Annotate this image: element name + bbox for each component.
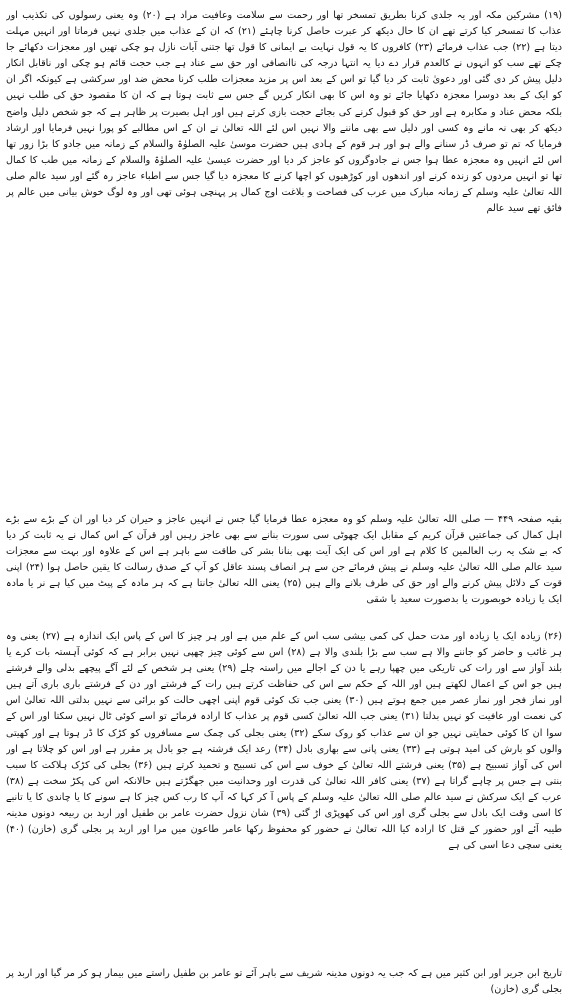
commentary-paragraph: بقیہ صفحہ ۴۴۹ — صلی اللہ تعالیٰ علیہ وسلم کو وہ معجزہ عطا فرمایا گیا جس نے انہیں عاجز و حیران کر دیا اور ان کے بڑے سے بڑے اہل کمال کی جماعتیں قرآن کریم کے مقابل ایک چھوٹی سی سورت بنانے سے بھی عاجز رہیں اور قرآن کے اس کمال نے یہ ثابت کر دیا کہ بے شک یہ رب العالمین کا کلام ہے اور اس کی ایک آیت بھی بنانا بشر کی طاقت سے باہر ہے اس کے علاوہ اور بہت سے معجزات سید عالم صلی اللہ تعالیٰ علیہ وسلم نے پیش فرمائے جن سے ہر انصاف پسند عاقل کو آپ کے صدق رسالت کا یقین حاصل ہوا (۲۴) اپنی قوت کے دلائل پیش کرنے والے اور حق کی طرف بلانے والے ہیں (۲۵) یعنی اللہ تعالیٰ جانتا ہے کہ ہر مادہ کے پیٹ میں کیا ہے نر یا مادہ ایک یا زیادہ خوبصورت یا بدصورت سعید یا شقی (6, 514, 562, 606)
commentary-page (6, 8, 562, 998)
page-footer-text: تاریخ ابن جریر اور ابن کثیر میں ہے کہ جب یہ دونوں مدینہ شریف سے باہر آئے تو عامر بن طفیل راستے میں بیمار ہو کر مر گیا اور اربد پر بجلی گری (خازن) (6, 968, 562, 995)
commentary-paragraph: (۱۹) مشرکین مکہ اور یہ جلدی کرنا بطریق تمسخر تھا اور رحمت سے سلامت وعافیت مراد ہے (۲۰) وہ یعنی رسولوں کی تکذیب اور عذاب کا تمسخر کیا کرتے تھے ان کا حال دیکھ کر عبرت حاصل کرنا چاہئے (۲۱) کہ ان کے عذاب میں جلدی نہیں فرماتا اور انہیں مہلت دیتا ہے (۲۲) جب عذاب فرمائے (۲۳) کافروں کا یہ قول نہایت بے ایمانی کا قول تھا جتنی آیات نازل ہو چکی تھیں اور معجزات دکھائے جا چکے تھے سب کو انہوں نے کالعدم قرار دے دیا یہ انتہا درجہ کی ناانصافی اور حق سے عناد ہے جب حجت قائم ہو چکی اور ناقابل انکار دلیل پیش کر دی گئی اور دعویٰ ثابت کر دیا گیا تو اس کے بعد اس پر مزید معجزات طلب کرنا محض ضد اور سرکشی ہے کیونکہ اگر ان کو ایک کے بعد دوسرا معجزہ دکھایا جائے تو وہ اس کا بھی انکار کریں گے جس سے ثابت ہوتا ہے کہ ان کا مقصود حق کی طلب نہیں بلکہ محض عناد و مکابرہ ہے اور حق کو قبول کرنے کی بجائے حجت بازی کرتے ہیں اور اہل بصیرت پر ظاہر ہے کہ جو شخص دلیل واضح دیکھ کر بھی نہ مانے وہ کسی اور دلیل سے بھی ماننے والا نہیں اس لئے اللہ تعالیٰ نے ان کے اس مطالبے کو پورا نہیں فرمایا اور ارشاد فرمایا کہ تم تو صرف ڈر سنانے والے ہو اور ہر قوم کے ہادی ہیں حضرت موسیٰ علیہ الصلوٰۃ والسلام کے زمانہ میں جادو کا بڑا زور تھا اس لئے انہیں وہ معجزہ عطا ہوا جس نے جادوگروں کو عاجز کر دیا اور حضرت عیسیٰ علیہ الصلوٰۃ والسلام کے زمانہ میں طب کا کمال تھا تو انہیں مردوں کو زندہ کرنے اور اندھوں اور کوڑھیوں کو اچھا کرنے کا معجزہ دیا گیا جس سے اطباء عاجز رہ گئے اور سید عالم صلی اللہ تعالیٰ علیہ وسلم کے زمانہ مبارک میں عرب کی فصاحت و بلاغت اوج کمال پر پہنچی ہوئی تھی اور وہ لوگ خوش بیانی میں عالم پر فائق تھے سید عالم (6, 10, 562, 215)
commentary-paragraph: (۲۶) زیادہ ایک یا زیادہ اور مدت حمل کی کمی بیشی سب اس کے علم میں ہے اور ہر چیز کا اس کے پاس ایک اندازہ ہے (۲۷) یعنی وہ ہر غائب و حاضر کو جاننے والا ہے سب سے بڑا بلندی والا ہے (۲۸) اس سے کوئی چیز چھپی نہیں برابر ہے کہ کوئی آہستہ بات کرے یا بلند آواز سے اور رات کی تاریکی میں چھپا رہے یا دن کے اجالے میں راستہ چلے (۲۹) یعنی ہر شخص کے لئے آگے پیچھے بدلی والے فرشتے ہیں جو اس کے اعمال لکھتے ہیں اور اللہ کے حکم سے اس کی حفاظت کرتے ہیں رات کے فرشتے اور دن کے فرشتے باری باری آتے ہیں اور نماز فجر اور نماز عصر میں جمع ہوتے ہیں (۳۰) یعنی جب تک کوئی قوم اپنی اچھی حالت کو برائی سے نہیں بدلتی اللہ تعالیٰ اس کی نعمت اور عافیت کو نہیں بدلتا (۳۱) یعنی جب اللہ تعالیٰ کسی قوم پر عذاب کا ارادہ فرمائے تو اسے کوئی ٹال نہیں سکتا اور اس کے سوا ان کا کوئی حمایتی نہیں جو ان سے عذاب کو روک سکے (۳۲) یعنی بجلی کی چمک سے مسافروں کو کڑک کا ڈر ہوتا ہے اور کھیتی والوں کو بارش کی امید ہوتی ہے (۳۳) یعنی پانی سے بھاری بادل (۳۴) رعد ایک فرشتہ ہے جو بادل پر مقرر ہے اور اس کو چلاتا ہے اور اس کی آواز تسبیح ہے (۳۵) یعنی فرشتے اللہ تعالیٰ کے خوف سے اس کی تسبیح و تحمید کرتے ہیں (۳۶) بجلی کی کڑک ہلاکت کا سبب بنتی ہے جس پر چاہے گراتا ہے (۳۷) یعنی کافر اللہ تعالیٰ کی قدرت اور وحدانیت میں جھگڑتے ہیں حالانکہ اس کی پکڑ سخت ہے (۳۸) عرب کے ایک سرکش نے سید عالم صلی اللہ تعالیٰ علیہ وسلم کے پاس آ کر کہا کہ آپ کا رب کس چیز کا ہے سونے کا یا چاندی کا یا تانبے کا اسی وقت ایک بادل سے بجلی گری اور اس کی کھوپڑی اڑ گئی (۳۹) شان نزول حضرت عامر بن طفیل اور اربد بن ربیعہ دونوں مدینہ طیبہ آئے اور حضور کے قتل کا ارادہ کیا اللہ تعالیٰ نے حضور کو محفوظ رکھا عامر طاعون میں مرا اور اربد پر بجلی گری (خازن) (۴۰) یعنی سچی دعا اسی کی ہے (6, 631, 562, 852)
